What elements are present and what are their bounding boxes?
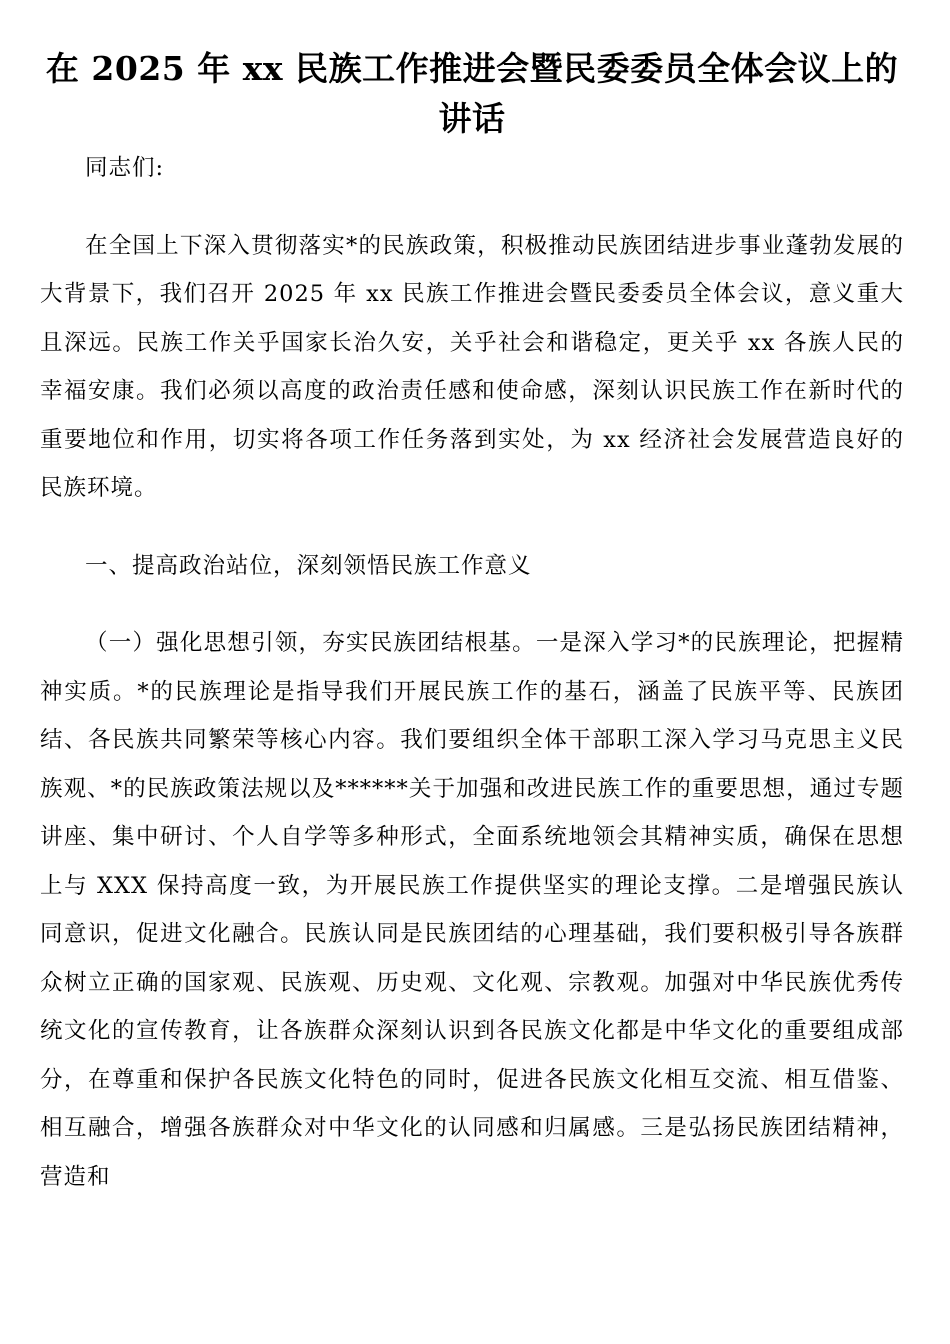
- subsection-paragraph-1: （一）强化思想引领，夯实民族团结根基。一是深入学习*的民族理论，把握精神实质。*的民族理论是指导我们开展民族工作的基石，涵盖了民族平等、民族团结、各民族共同繁荣等核心内容。我们要组织全体干部职工深入学习马克思主义民族观、*的民族政策法规以及******关于加强和改进民族工作的重要思想，通过专题讲座、集中研讨、个人自学等多种形式，全面系统地领会其精神实质，确保在思想上与 XXX 保持高度一致，为开展民族工作提供坚实的理论支撑。二是增强民族认同意识，促进文化融合。民族认同是民族团结的心理基础，我们要积极引导各族群众树立正确的国家观、民族观、历史观、文化观、宗教观。加强对中华民族优秀传统文化的宣传教育，让各族群众深刻认识到各民族文化都是中华文化的重要组成部分，在尊重和保护各民族文化特色的同时，促进各民族文化相互交流、相互借鉴、相互融合，增强各族群众对中华文化的认同感和归属感。三是弘扬民族团结精神，营造和: [40, 630, 904, 1190]
- section-heading-1: 一、提高政治站位，深刻领悟民族工作意义: [85, 552, 532, 579]
- intro-paragraph: 在全国上下深入贯彻落实*的民族政策，积极推动民族团结进步事业蓬勃发展的大背景下，我们召开 2025 年 xx 民族工作推进会暨民委委员全体会议，意义重大且深远。民族工作关乎国家长治久安，关乎社会和谐稳定，更关乎 xx 各族人民的幸福安康。我们必须以高度的政治责任感和使命感，深刻认识民族工作在新时代的重要地位和作用，切实将各项工作任务落到实处，为 xx 经济社会发展营造良好的民族环境。: [40, 232, 904, 501]
- title-line-1: 在 2025 年 xx 民族工作推进会暨民委委员全体会议上的: [45, 49, 899, 88]
- document-body: [40, 144, 904, 1201]
- salutation: 同志们:: [85, 155, 165, 181]
- document-title: [40, 44, 904, 144]
- title-line-2: 讲话: [438, 99, 506, 138]
